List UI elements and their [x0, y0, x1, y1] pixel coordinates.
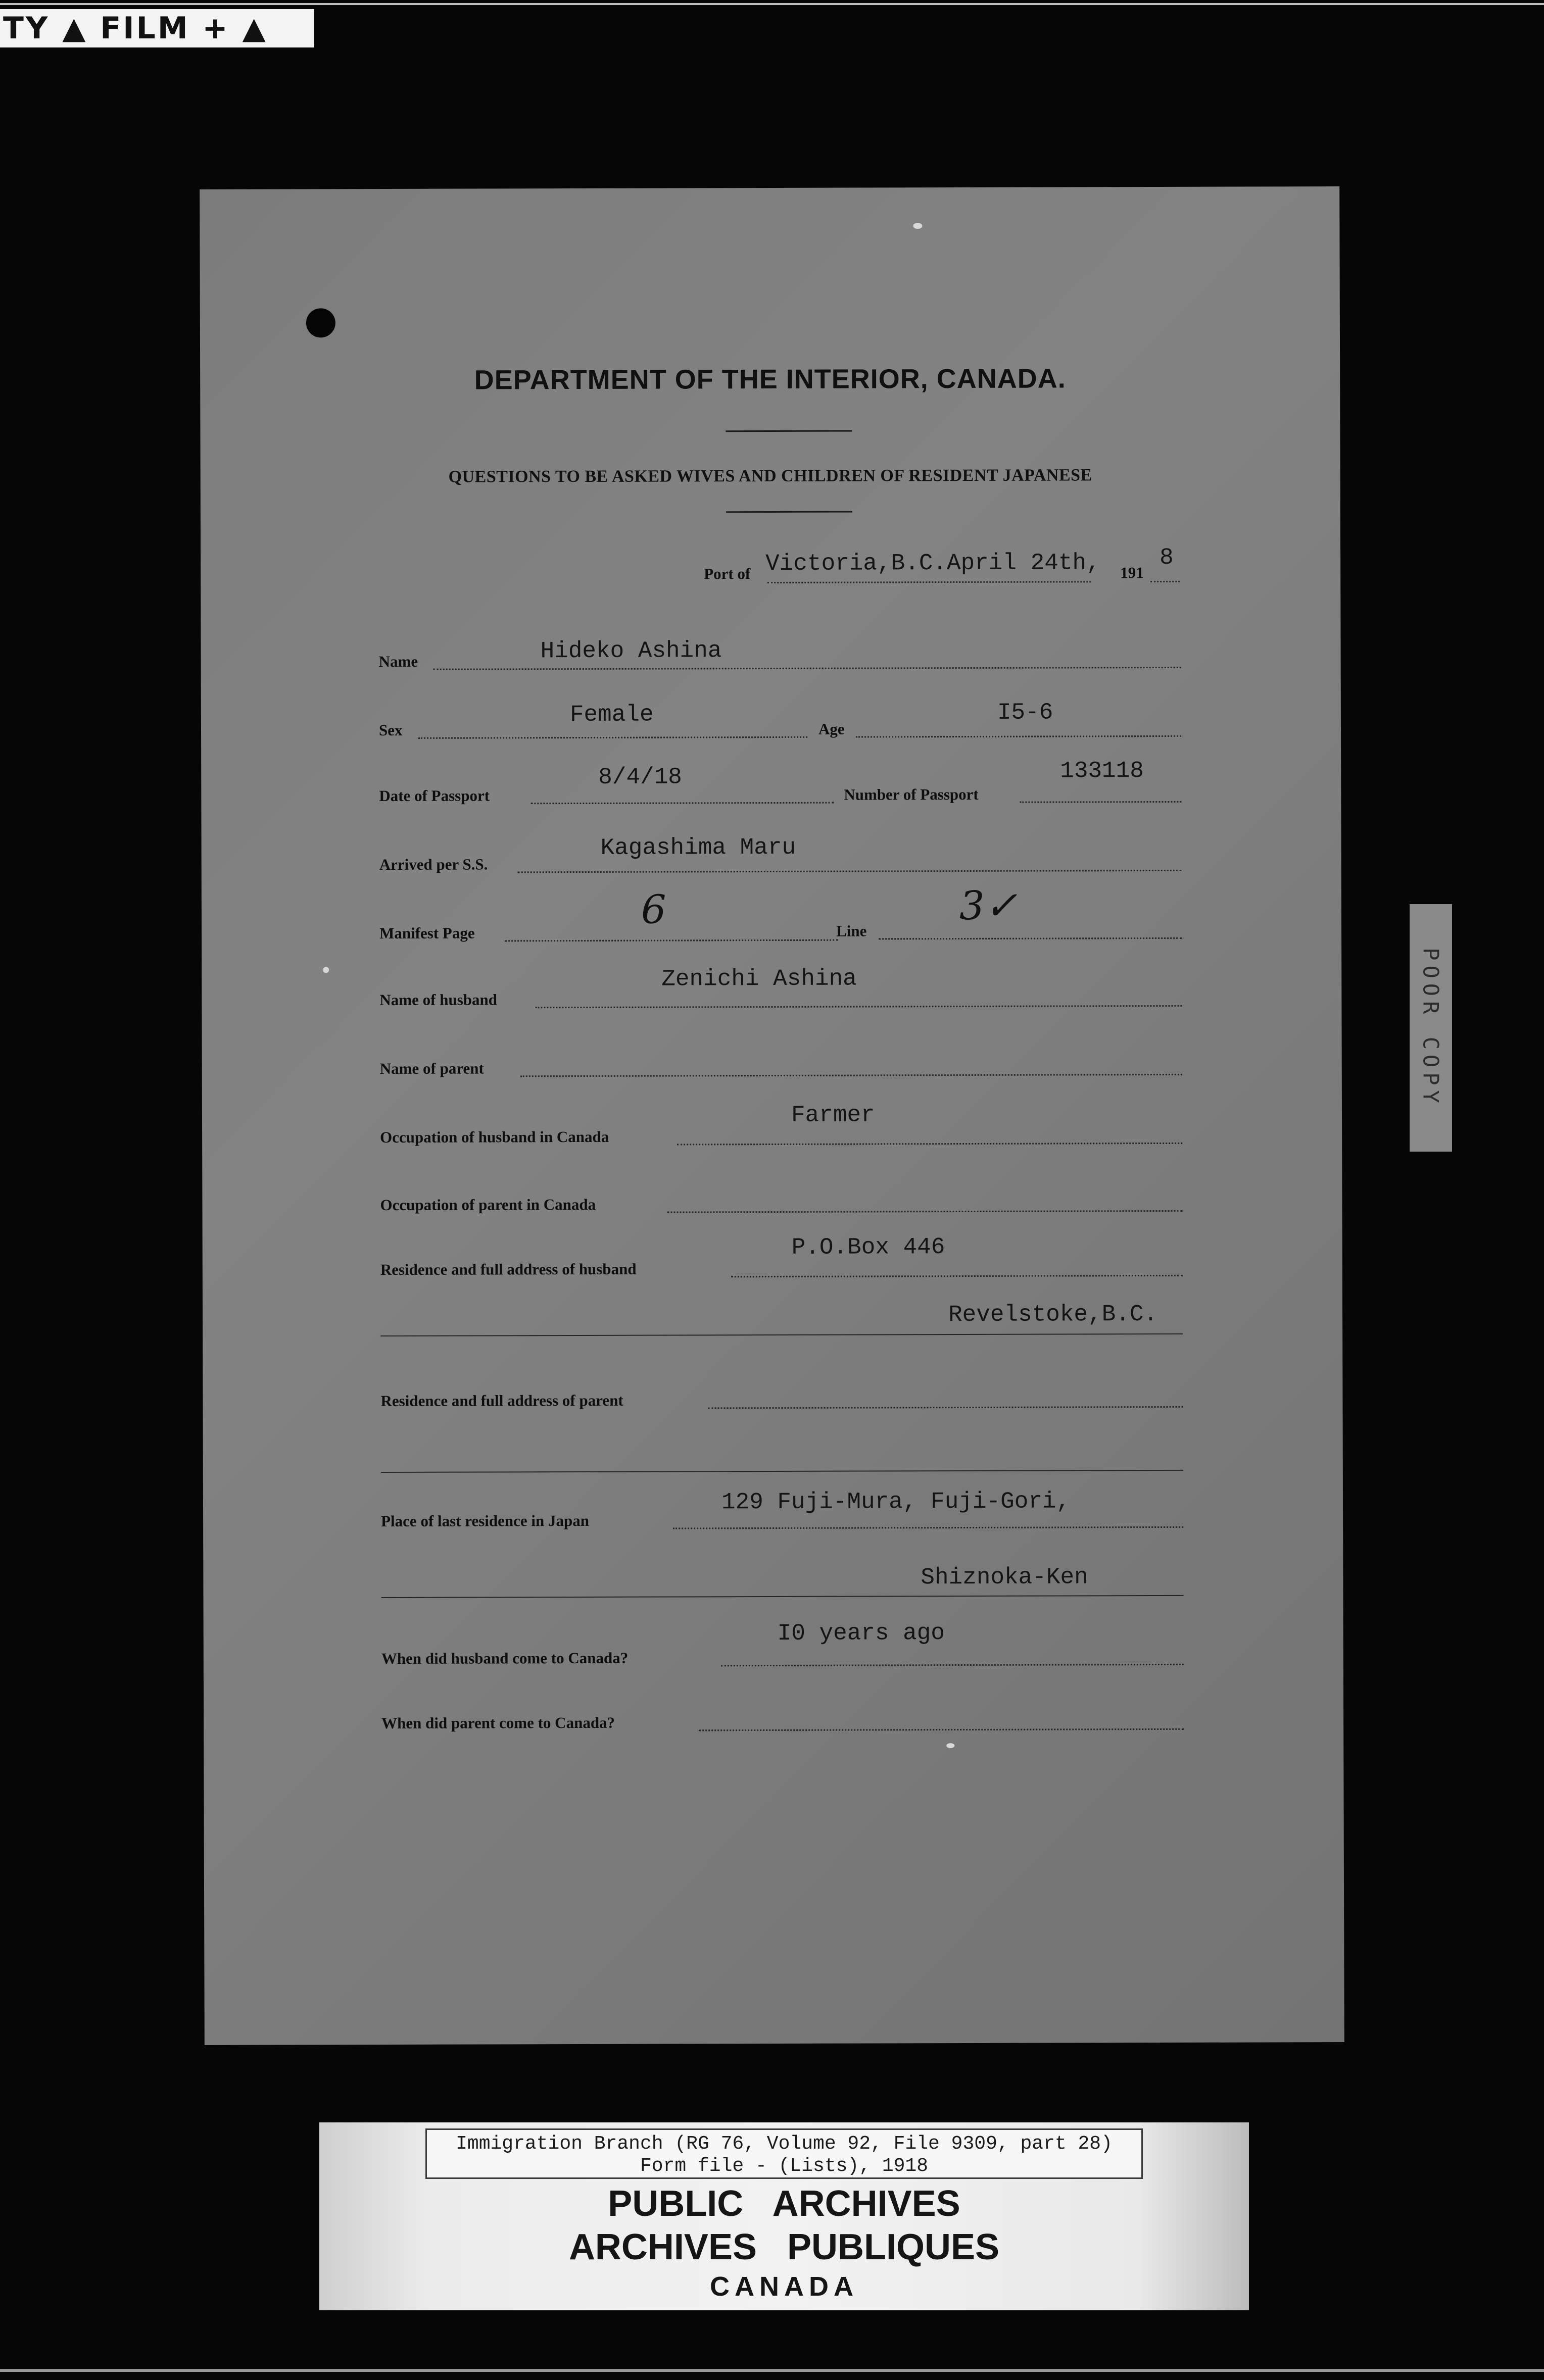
parent-came-label: When did parent come to Canada? — [381, 1713, 615, 1732]
port-year-suffix: 8 — [1160, 544, 1174, 571]
paper-fleck — [323, 967, 329, 973]
title-rule — [726, 430, 852, 432]
manifest-page-label: Manifest Page — [379, 924, 475, 943]
occupation-parent-line — [667, 1210, 1182, 1213]
port-line — [767, 581, 1091, 583]
name-of-husband-line — [535, 1005, 1182, 1008]
residence-husband-value-1: P.O.Box 446 — [791, 1234, 945, 1261]
arrived-per-value: Kagashima Maru — [600, 834, 796, 861]
parent-came-line — [699, 1728, 1184, 1731]
date-of-passport-label: Date of Passport — [379, 786, 490, 805]
paper-fleck — [913, 223, 922, 229]
film-top-edge — [0, 3, 1544, 5]
port-year-prefix: 191 — [1120, 564, 1144, 582]
department-title: DEPARTMENT OF THE INTERIOR, CANADA. — [474, 363, 1066, 395]
age-label: Age — [818, 720, 845, 738]
form-paper — [200, 186, 1344, 2045]
residence-parent-line — [708, 1406, 1183, 1409]
sex-line — [418, 736, 807, 739]
line-label: Line — [836, 922, 867, 940]
name-of-parent-label: Name of parent — [379, 1059, 484, 1078]
age-value: I5-6 — [997, 699, 1053, 726]
archive-reference-label — [425, 2128, 1143, 2179]
archive-reference-line-2: Form file - (Lists), 1918 — [640, 2155, 929, 2177]
sex-label: Sex — [378, 721, 403, 739]
date-of-passport-value: 8/4/18 — [598, 764, 682, 790]
manifest-page-line — [505, 939, 838, 942]
occupation-husband-line — [677, 1143, 1182, 1146]
age-line — [856, 735, 1181, 738]
arrived-per-label: Arrived per S.S. — [379, 855, 488, 874]
manifest-page-value: 6 — [641, 887, 666, 933]
residence-husband-line-2 — [380, 1333, 1183, 1336]
port-label: Port of — [704, 565, 751, 583]
husband-came-value: I0 years ago — [777, 1620, 945, 1647]
name-of-parent-line — [520, 1074, 1182, 1077]
poor-copy-text: POOR COPY — [1418, 948, 1443, 1108]
name-of-husband-value: Zenichi Ashina — [661, 965, 857, 993]
port-year-line — [1150, 581, 1180, 582]
public-archives-text: PUBLIC ARCHIVES — [608, 2184, 960, 2224]
paper-fleck — [946, 1743, 954, 1748]
canada-text: CANADA — [710, 2271, 858, 2302]
date-of-passport-line — [530, 802, 834, 805]
port-value: Victoria,B.C.April 24th, — [765, 550, 1100, 577]
subtitle-rule — [726, 511, 852, 513]
residence-husband-value-2: Revelstoke,B.C. — [948, 1301, 1158, 1328]
last-residence-japan-line — [673, 1526, 1183, 1529]
name-value: Hideko Ashina — [540, 637, 722, 665]
form-subtitle: QUESTIONS TO BE ASKED WIVES AND CHILDREN OF RESIDENT JAPANESE — [448, 466, 1092, 486]
last-residence-japan-label: Place of last residence in Japan — [381, 1511, 590, 1530]
film-strip-label: TY ▲ FILM + ▲ — [0, 9, 314, 47]
residence-husband-line — [731, 1275, 1183, 1277]
punch-hole — [306, 308, 335, 337]
number-of-passport-value: 133118 — [1060, 758, 1144, 784]
residence-husband-label: Residence and full address of husband — [380, 1260, 637, 1279]
archives-publiques-text: ARCHIVES PUBLIQUES — [568, 2227, 1000, 2267]
line-value: 3✓ — [959, 883, 1018, 929]
residence-parent-label: Residence and full address of parent — [380, 1391, 623, 1410]
number-of-passport-line — [1020, 801, 1181, 803]
husband-came-label: When did husband come to Canada? — [381, 1649, 629, 1668]
number-of-passport-label: Number of Passport — [844, 785, 979, 804]
archives-stamp — [319, 2122, 1249, 2310]
name-label: Name — [378, 652, 418, 671]
last-residence-japan-value-1: 129 Fuji-Mura, Fuji-Gori, — [721, 1488, 1071, 1516]
film-bottom-edge — [0, 2369, 1544, 2372]
last-residence-japan-value-2: Shiznoka-Ken — [921, 1564, 1088, 1591]
sex-value: Female — [569, 701, 654, 728]
name-of-husband-label: Name of husband — [379, 990, 498, 1009]
arrived-per-line — [518, 870, 1182, 873]
occupation-husband-value: Farmer — [791, 1102, 875, 1128]
occupation-husband-label: Occupation of husband in Canada — [380, 1127, 609, 1147]
name-line — [433, 667, 1181, 670]
archive-reference-line-1: Immigration Branch (RG 76, Volume 92, File 9309, part 28) — [456, 2133, 1113, 2155]
residence-parent-line-2 — [381, 1470, 1183, 1473]
husband-came-line — [721, 1664, 1184, 1666]
poor-copy-stamp — [1410, 904, 1452, 1152]
line-line — [879, 937, 1182, 940]
occupation-parent-label: Occupation of parent in Canada — [380, 1195, 596, 1214]
last-residence-japan-line-2 — [381, 1595, 1183, 1598]
